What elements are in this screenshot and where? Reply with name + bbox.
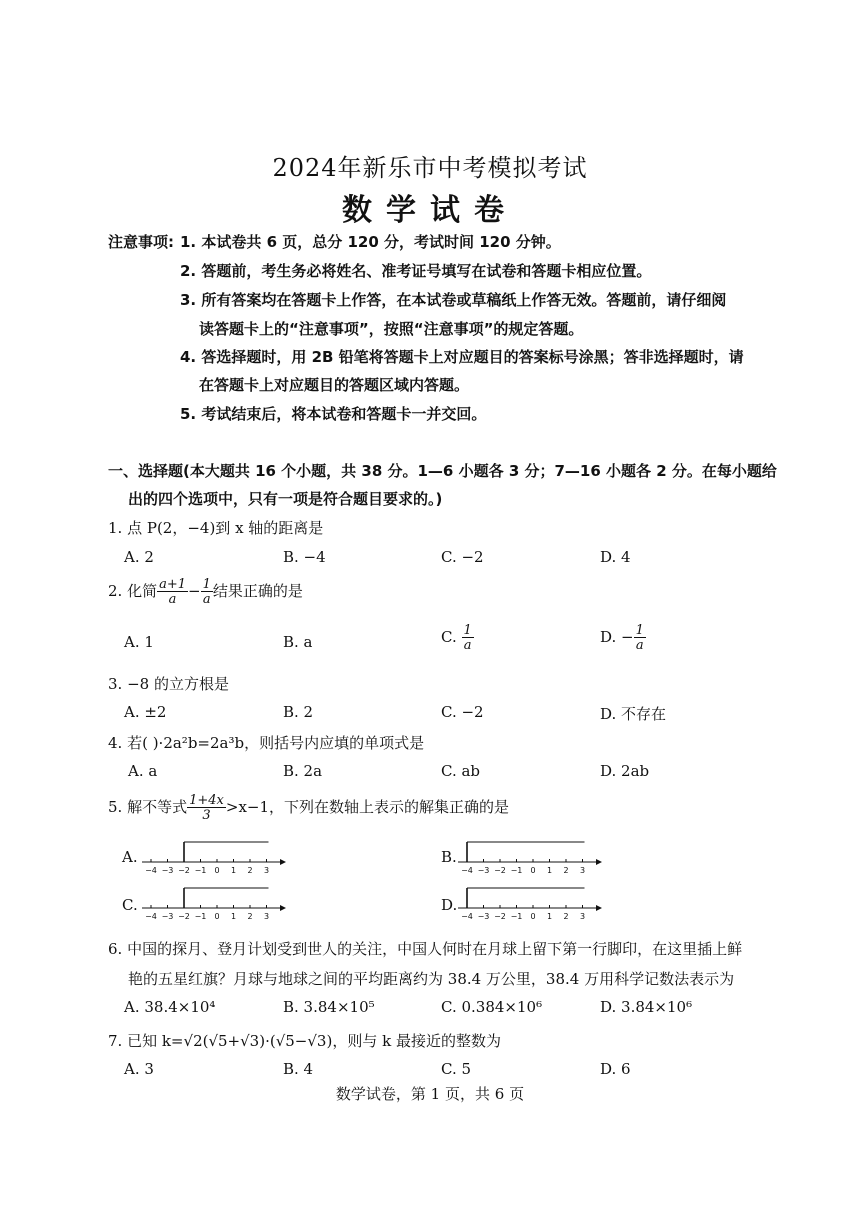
number-line-tick-label: −2 [178, 912, 190, 921]
question-6-option-b: B. 3.84×10⁵ [283, 998, 375, 1016]
number-line-tick-label: 2 [563, 866, 569, 875]
question-5-stem [108, 794, 509, 822]
question-6-option-c: C. 0.384×10⁶ [441, 998, 543, 1016]
number-line-tick-label: 2 [247, 912, 253, 921]
section-heading-line1: 一、选择题(本大题共 16 个小题，共 38 分。1—6 小题各 3 分；7—16 小题各 2 分。在每小题给 [108, 462, 777, 480]
number-line-tick-label: −4 [461, 912, 473, 921]
question-2-option-d-prefix: D. − [600, 628, 634, 646]
question-5-option-b-label: B. [441, 848, 457, 866]
question-2-stem [108, 578, 303, 606]
question-2-option-d-denominator: a [635, 638, 644, 653]
question-1-option-d: D. 4 [600, 548, 631, 566]
number-line-tick-label: 3 [263, 866, 270, 875]
notice-item-5: 5. 考试结束后，将本试卷和答题卡一并交回。 [180, 405, 487, 423]
question-5-fraction-denominator: 3 [202, 808, 211, 823]
question-3-stem: 3. −8 的立方根是 [108, 675, 229, 693]
number-line-tick-label: −3 [161, 866, 174, 875]
number-line-tick-label: −3 [477, 866, 490, 875]
number-line-tick-label: 0 [530, 866, 536, 875]
question-3-option-b: B. 2 [283, 703, 314, 721]
number-line-tick-label: −1 [510, 866, 523, 875]
number-line-tick-label: 0 [214, 866, 220, 875]
question-4-option-a: A. a [128, 762, 158, 780]
question-2-fraction-1-denominator: a [168, 592, 177, 607]
question-2-fraction-2 [201, 578, 213, 606]
question-1-option-a: A. 2 [124, 548, 154, 566]
number-line-arrow [280, 859, 286, 865]
question-4-option-c: C. ab [441, 762, 481, 780]
number-line-tick-label: 1 [230, 866, 237, 875]
number-line-tick-label: 0 [530, 912, 536, 921]
question-3-option-d: D. 不存在 [600, 705, 667, 723]
number-line-tick-label: −2 [178, 866, 190, 875]
question-2-option-d-numerator: 1 [635, 623, 644, 638]
question-2-option-c-prefix: C. [441, 628, 457, 646]
question-2-fraction-1-numerator: a+1 [159, 577, 187, 592]
notice-item-4: 4. 答选择题时，用 2B 铅笔将答题卡上对应题目的答案标号涂黑；答非选择题时，请 [180, 348, 744, 366]
question-2-suffix: 结果正确的是 [212, 582, 303, 600]
question-7-option-d: D. 6 [600, 1060, 631, 1078]
number-line-tick-label: −3 [477, 912, 490, 921]
question-2-prefix: 2. 化简 [108, 582, 158, 600]
question-7-option-b: B. 4 [283, 1060, 314, 1078]
number-line-tick-label: −4 [461, 866, 473, 875]
number-line-tick-label: −1 [194, 912, 207, 921]
page-footer: 数学试卷，第 1 页，共 6 页 [335, 1085, 525, 1103]
number-line-arrow [280, 905, 286, 911]
notice-item-1: 1. 本试卷共 6 页，总分 120 分，考试时间 120 分钟。 [180, 233, 561, 251]
number-line-tick-label: −3 [161, 912, 174, 921]
question-2-option-c [441, 624, 474, 652]
number-line-tick-label: −1 [510, 912, 523, 921]
number-line-arrow [596, 905, 602, 911]
question-5-fraction-numerator: 1+4x [189, 793, 224, 808]
question-5-option-d-label: D. [441, 896, 458, 914]
number-line-tick-label: −1 [194, 866, 207, 875]
question-6-option-a: A. 38.4×10⁴ [124, 998, 216, 1016]
number-line-tick-label: 1 [230, 912, 237, 921]
question-7-option-a: A. 3 [124, 1060, 154, 1078]
question-3-option-c: C. −2 [441, 703, 484, 721]
question-1-option-c: C. −2 [441, 548, 484, 566]
number-line-tick-label: 2 [563, 912, 569, 921]
question-4-stem: 4. 若( )·2a²b=2a³b，则括号内应填的单项式是 [108, 734, 425, 752]
notice-item-2: 2. 答题前，考生务必将姓名、准考证号填写在试卷和答题卡相应位置。 [180, 262, 652, 280]
question-2-option-d [600, 624, 646, 652]
question-4-option-b: B. 2a [283, 762, 323, 780]
number-line-tick-label: 2 [247, 866, 253, 875]
number-line-tick-label: −4 [145, 866, 157, 875]
notice-label: 注意事项: [108, 233, 174, 251]
number-line-arrow [596, 859, 602, 865]
number-line-tick-label: −2 [494, 866, 506, 875]
question-2-fraction-1 [157, 578, 188, 606]
question-5-prefix: 5. 解不等式 [108, 798, 188, 816]
number-line-tick-label: −4 [145, 912, 157, 921]
notice-item-3: 3. 所有答案均在答题卡上作答，在本试卷或草稿纸上作答无效。答题前，请仔细阅 [180, 291, 727, 309]
exam-title: 2024年新乐市中考模拟考试 [272, 154, 588, 182]
question-5-option-a-label: A. [122, 848, 138, 866]
number-line-a [142, 836, 287, 876]
question-6-option-d: D. 3.84×10⁶ [600, 998, 693, 1016]
question-5-suffix: >x−1，下列在数轴上表示的解集正确的是 [225, 798, 510, 816]
question-1-option-b: B. −4 [283, 548, 326, 566]
question-2-option-c-denominator: a [463, 638, 472, 653]
question-5-option-c-label: C. [122, 896, 138, 914]
question-2-option-c-numerator: 1 [463, 623, 472, 638]
notice-item-4-cont: 在答题卡上对应题目的答题区域内答题。 [199, 376, 470, 394]
number-line-b [458, 836, 603, 876]
notice-item-3-cont: 读答题卡上的“注意事项”，按照“注意事项”的规定答题。 [199, 320, 584, 338]
question-2-option-b: B. a [283, 633, 313, 651]
number-line-tick-label: −2 [494, 912, 506, 921]
number-line-tick-label: 1 [546, 866, 553, 875]
number-line-tick-label: 3 [579, 866, 586, 875]
number-line-tick-label: 0 [214, 912, 220, 921]
number-line-c [142, 882, 287, 922]
question-2-option-d-fraction [634, 624, 646, 652]
question-6-line2: 艳的五星红旗？月球与地球之间的平均距离约为 38.4 万公里，38.4 万用科学记数法表示为 [128, 970, 735, 988]
number-line-tick-label: 3 [263, 912, 270, 921]
question-7-stem: 7. 已知 k=√2(√5+√3)·(√5−√3)，则与 k 最接近的整数为 [108, 1032, 501, 1050]
question-7-option-c: C. 5 [441, 1060, 472, 1078]
question-2-fraction-2-denominator: a [202, 592, 211, 607]
question-6-line1: 6. 中国的探月、登月计划受到世人的关注，中国人何时在月球上留下第一行脚印，在这里插上鲜 [108, 940, 743, 958]
question-5-fraction [187, 794, 226, 822]
question-2-minus: − [188, 582, 201, 600]
number-line-tick-label: 1 [546, 912, 553, 921]
number-line-tick-label: 3 [579, 912, 586, 921]
question-1-stem: 1. 点 P(2，−4)到 x 轴的距离是 [108, 519, 324, 537]
question-2-option-c-fraction [462, 624, 474, 652]
question-3-option-a: A. ±2 [124, 703, 167, 721]
number-line-d [458, 882, 603, 922]
section-heading-line2: 出的四个选项中，只有一项是符合题目要求的。) [128, 490, 443, 508]
question-2-fraction-2-numerator: 1 [202, 577, 211, 592]
question-4-option-d: D. 2ab [600, 762, 650, 780]
paper-title: 数学试卷 [342, 193, 518, 228]
question-2-option-a: A. 1 [124, 633, 154, 651]
